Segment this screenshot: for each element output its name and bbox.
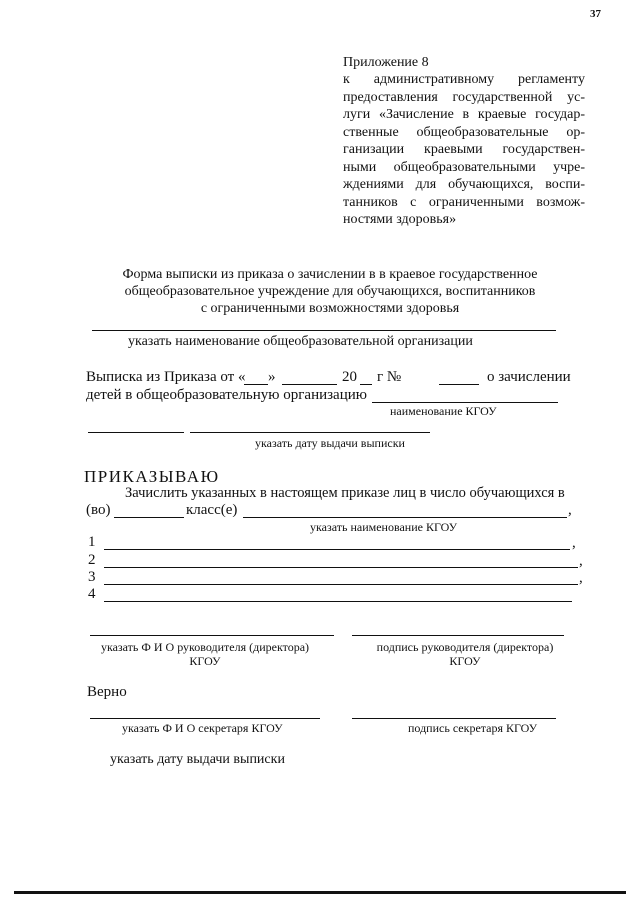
appendix-line: ственные общеобразовательные ор- xyxy=(343,124,585,140)
form-title-line: с ограниченными возможностями здоровья xyxy=(200,301,460,316)
secretary-sign-line xyxy=(352,718,556,719)
appendix-line: ностями здоровья» xyxy=(343,212,457,227)
date-caption: указать дату выдачи выписки xyxy=(255,436,405,450)
list-line xyxy=(104,567,578,568)
list-number: 1 xyxy=(88,534,96,550)
director-sign-caption-line: КГОУ xyxy=(449,654,481,668)
extract-text: о зачислении xyxy=(487,369,571,385)
extract-year-field xyxy=(360,384,372,385)
list-line xyxy=(104,601,572,602)
kgou-caption: наименование КГОУ xyxy=(390,404,497,418)
comma: , xyxy=(579,570,583,586)
order-line2-prefix: (во) xyxy=(86,502,111,518)
extract-number-field xyxy=(439,384,479,385)
bottom-rule xyxy=(14,891,626,894)
final-date-caption: указать дату выдачи выписки xyxy=(110,752,285,767)
form-title-line: Форма выписки из приказа о зачислении в в краевое государственное xyxy=(122,267,538,282)
appendix-line: предоставления государственной ус- xyxy=(343,89,585,105)
appendix-line: танников с ограниченными возмож- xyxy=(343,194,585,210)
list-number: 2 xyxy=(88,552,96,568)
date-field-right xyxy=(190,432,430,433)
appendix-line: ными общеобразовательными учре- xyxy=(343,159,585,175)
director-fio-caption-line: КГОУ xyxy=(189,654,221,668)
director-sign-caption xyxy=(350,640,580,668)
list-number: 3 xyxy=(88,569,96,585)
date-field-left xyxy=(88,432,184,433)
extract-text: г № xyxy=(377,369,402,385)
appendix-block xyxy=(343,54,585,229)
order-line1: Зачислить указанных в настоящем приказе лиц в число обучающихся в xyxy=(125,485,565,501)
order-line2-class: класс(е) xyxy=(186,502,238,518)
director-fio-caption-line: указать Ф И О руководителя (директора) xyxy=(100,640,310,654)
org-name-caption: указать наименование общеобразовательной организации xyxy=(128,334,473,349)
extract-month-field xyxy=(282,384,337,385)
comma: , xyxy=(572,535,576,551)
director-fio-line xyxy=(90,635,334,636)
extract-line2: детей в общеобразовательную организацию xyxy=(86,387,367,403)
appendix-title: Приложение 8 xyxy=(343,55,429,70)
secretary-fio-caption: указать Ф И О секретаря КГОУ xyxy=(122,721,283,735)
form-title-line: общеобразовательное учреждение для обучающихся, воспитанников xyxy=(124,284,536,299)
list-line xyxy=(104,549,570,550)
secretary-sign-caption: подпись секретаря КГОУ xyxy=(408,721,538,735)
page-number: 37 xyxy=(590,8,601,20)
extract-text: » xyxy=(268,369,276,385)
list-number: 4 xyxy=(88,586,96,602)
extract-org-field xyxy=(372,402,558,403)
director-fio-caption xyxy=(90,640,320,668)
extract-text: Выписка из Приказа от « xyxy=(86,369,246,385)
class-field xyxy=(114,517,184,518)
comma: , xyxy=(579,553,583,569)
order-kgou-caption: указать наименование КГОУ xyxy=(310,520,458,534)
appendix-line: ганизации краевыми государствен- xyxy=(343,142,585,157)
extract-text: 20 xyxy=(342,369,357,385)
list-line xyxy=(104,584,578,585)
comma: , xyxy=(568,502,572,518)
order-kgou-field xyxy=(243,517,567,518)
appendix-line: к административному регламенту xyxy=(343,72,585,87)
form-title xyxy=(80,266,580,317)
appendix-line: ждениями для обучающихся, воспи- xyxy=(343,177,585,192)
org-name-line xyxy=(92,330,556,331)
director-sign-caption-line: подпись руководителя (директора) xyxy=(376,640,554,654)
director-sign-line xyxy=(352,635,564,636)
extract-day-field xyxy=(244,384,268,385)
verno-label: Верно xyxy=(87,684,127,700)
appendix-line: луги «Зачисление в краевые государ- xyxy=(343,107,585,122)
secretary-fio-line xyxy=(90,718,320,719)
order-heading: ПРИКАЗЫВАЮ xyxy=(84,467,220,486)
